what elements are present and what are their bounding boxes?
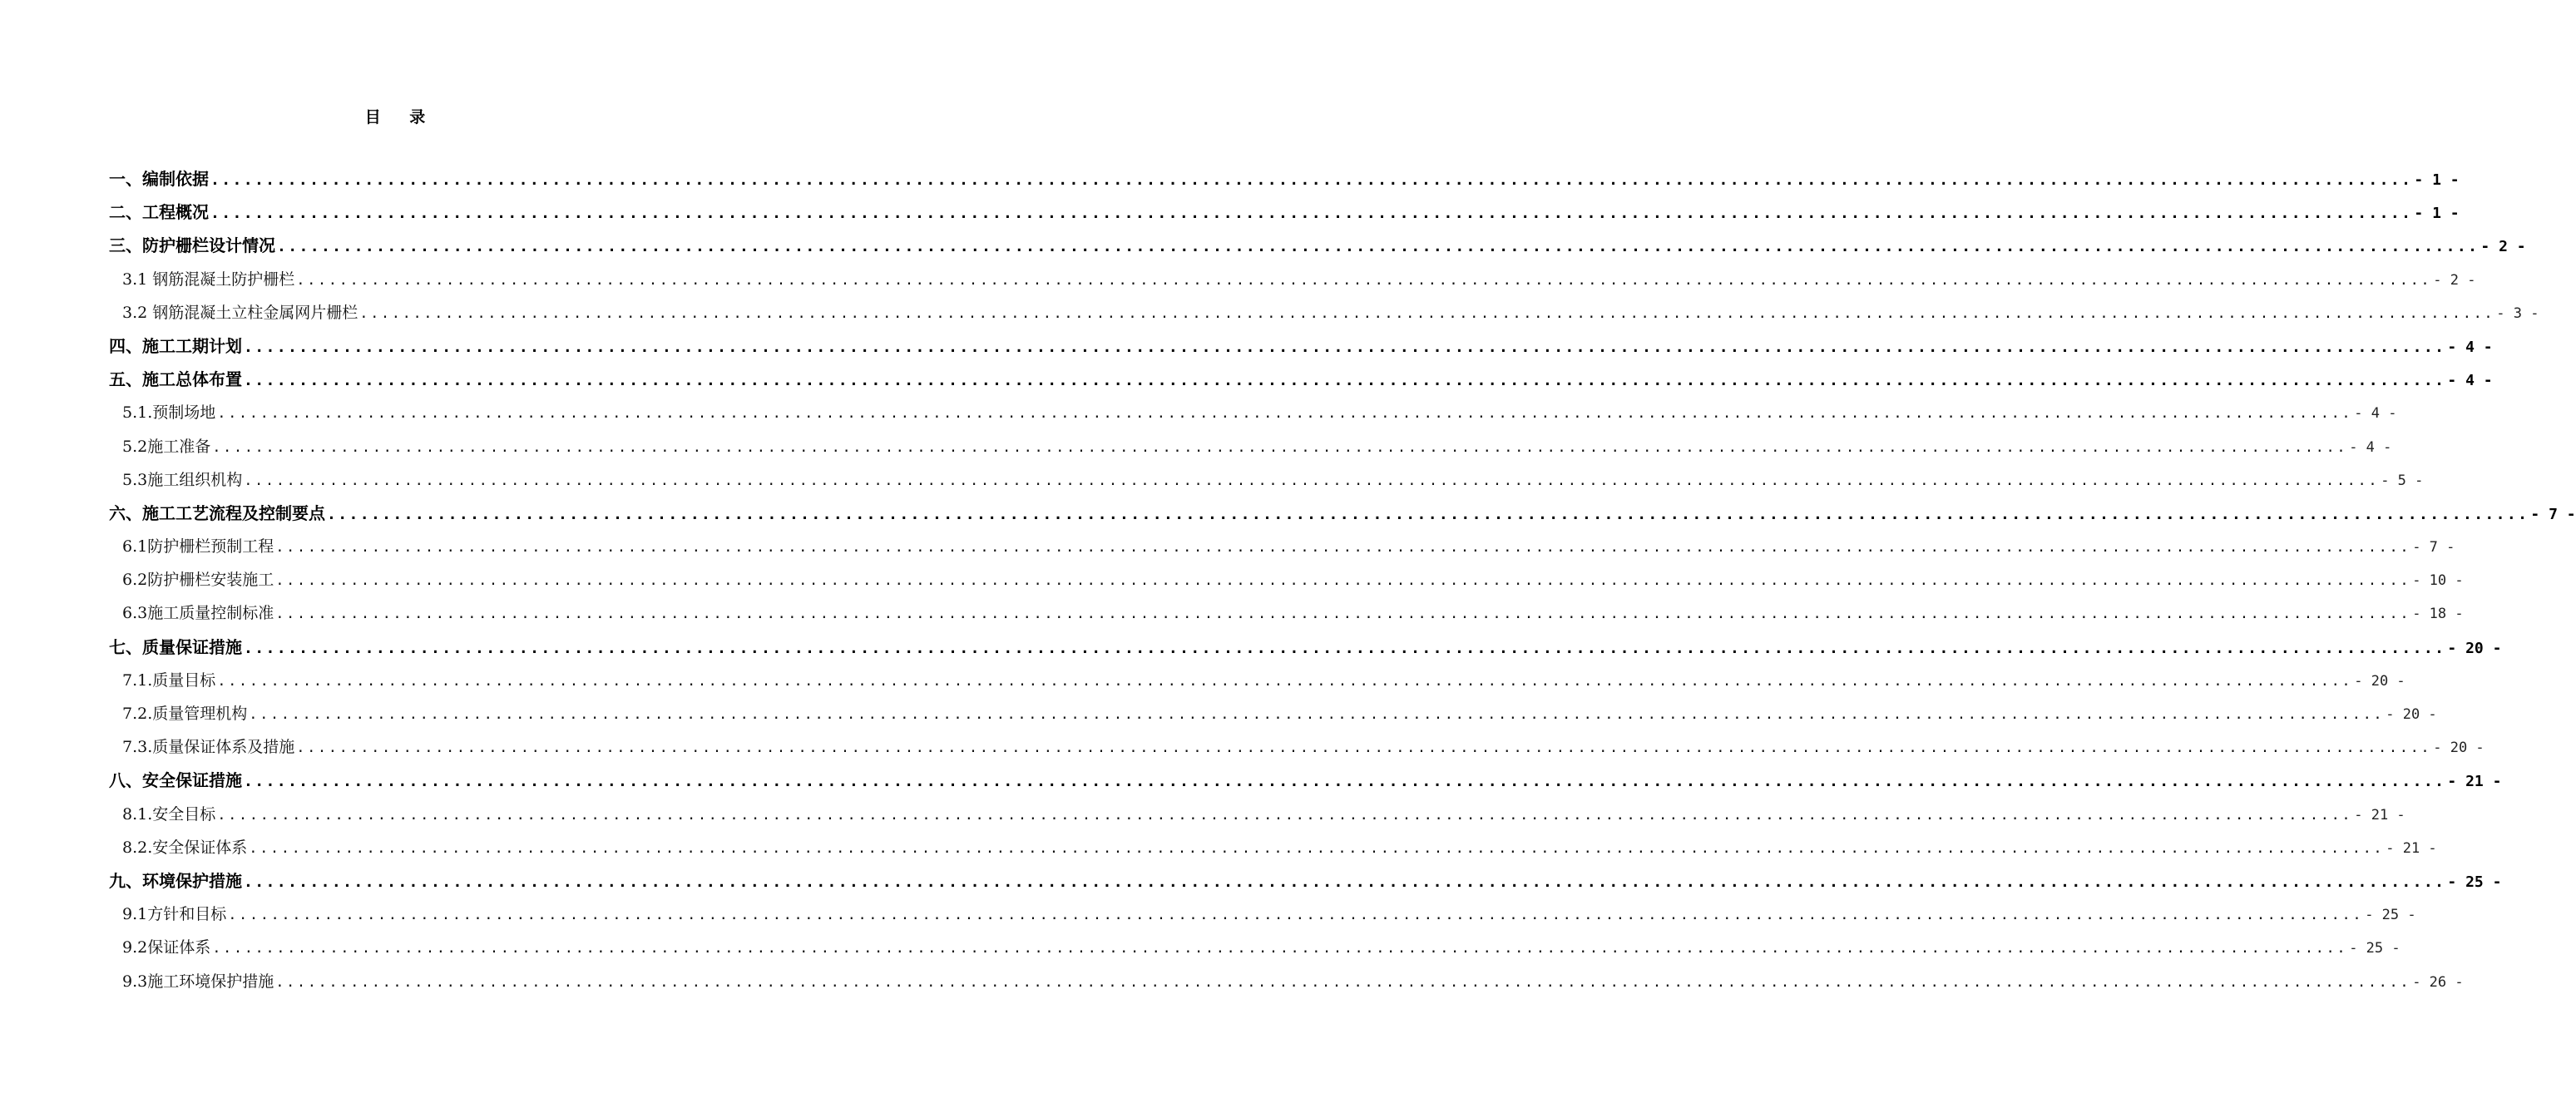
toc-entry-label: 二、工程概况 [109, 202, 209, 223]
toc-leader-dots: ........................................................................................................................................................................................................ [244, 873, 2446, 891]
toc-entry-label: 6.3施工质量控制标准 [122, 604, 274, 623]
toc-page-number: - 20 - [2447, 639, 2502, 657]
toc-page-number: - 4 - [2349, 438, 2392, 456]
toc-leader-dots: ........................................................................................................................................................................................................ [275, 572, 2411, 590]
toc-page-number: - 1 - [2414, 205, 2460, 223]
toc-section-entry[interactable] [109, 764, 2502, 797]
toc-subsection-entry[interactable] [109, 965, 2464, 998]
toc-entry-label: 7.2.质量管理机构 [122, 705, 248, 723]
toc-page-number: - 21 - [2354, 806, 2405, 824]
toc-entry-label: 8.1.安全目标 [122, 804, 216, 824]
toc-page-number: - 4 - [2354, 405, 2397, 423]
toc-page-number: - 26 - [2412, 973, 2464, 991]
toc-section-entry[interactable] [109, 631, 2502, 664]
toc-subsection-entry[interactable] [109, 697, 2437, 730]
toc-page-number: - 4 - [2447, 338, 2493, 356]
toc-subsection-entry[interactable] [109, 596, 2464, 630]
toc-subsection-entry[interactable] [109, 563, 2464, 596]
toc-page-number: - 25 - [2365, 907, 2416, 924]
toc-entry-label: 7.3.质量保证体系及措施 [122, 738, 295, 757]
toc-entry-label: 3.2 钢筋混凝土立柱金属网片栅栏 [122, 303, 358, 322]
toc-leader-dots: ........................................................................................................................................................................................................ [296, 271, 2432, 289]
toc-entry-label: 五、施工总体布置 [109, 369, 242, 390]
toc-entry-label: 6.2防护栅栏安装施工 [122, 571, 274, 590]
toc-page-number: - 5 - [2381, 472, 2424, 489]
toc-entry-label: 9.3施工环境保护措施 [122, 972, 274, 991]
toc-leader-dots: ........................................................................................................................................................................................................ [244, 338, 2446, 356]
toc-subsection-entry[interactable] [109, 463, 2424, 497]
toc-subsection-entry[interactable] [109, 296, 2539, 329]
toc-page-number: - 21 - [2386, 839, 2437, 857]
toc-entry-label: 9.1方针和目标 [122, 905, 227, 924]
toc-leader-dots: ........................................................................................................................................................................................................ [249, 706, 2385, 723]
toc-leader-dots: ........................................................................................................................................................................................................ [275, 973, 2411, 991]
toc-page-number: - 3 - [2496, 304, 2539, 322]
toc-subsection-entry[interactable] [109, 898, 2416, 931]
page-title: 目 录 [364, 108, 438, 126]
toc-page-number: - 25 - [2349, 940, 2400, 957]
toc-leader-dots: ........................................................................................................................................................................................................ [217, 806, 2353, 824]
toc-page-number: - 7 - [2530, 505, 2576, 523]
toc-entry-label: 八、安全保证措施 [109, 770, 242, 791]
toc-entry-label: 5.1.预制场地 [122, 403, 216, 423]
table-of-contents [109, 162, 2576, 998]
toc-leader-dots: ........................................................................................................................................................................................................ [296, 740, 2432, 757]
toc-entry-label: 5.2施工准备 [122, 437, 211, 456]
toc-entry-label: 9.2保证体系 [122, 938, 211, 957]
toc-section-entry[interactable] [109, 363, 2493, 396]
toc-entry-label: 8.2.安全保证体系 [122, 838, 248, 857]
toc-leader-dots: ........................................................................................................................................................................................................ [277, 238, 2480, 256]
toc-leader-dots: ........................................................................................................................................................................................................ [244, 639, 2446, 657]
toc-subsection-entry[interactable] [109, 931, 2400, 964]
toc-section-entry[interactable] [109, 329, 2493, 363]
toc-page-number: - 20 - [2386, 706, 2437, 723]
toc-entry-label: 七、质量保证措施 [109, 636, 242, 657]
toc-entry-label: 7.1.质量目标 [122, 670, 216, 690]
toc-subsection-entry[interactable] [109, 831, 2437, 864]
toc-section-entry[interactable] [109, 229, 2526, 262]
toc-leader-dots: ........................................................................................................................................................................................................ [228, 907, 2364, 924]
toc-entry-label: 九、环境保护措施 [109, 870, 242, 891]
toc-entry-label: 三、防护栅栏设计情况 [109, 235, 275, 256]
toc-section-entry[interactable] [109, 162, 2460, 195]
toc-subsection-entry[interactable] [109, 664, 2405, 697]
toc-page-number: - 2 - [2480, 238, 2526, 256]
toc-page-number: - 1 - [2414, 171, 2460, 189]
toc-entry-label: 6.1防护栅栏预制工程 [122, 537, 274, 557]
toc-section-entry[interactable] [109, 864, 2502, 898]
toc-leader-dots: ........................................................................................................................................................................................................ [217, 672, 2353, 690]
toc-page-number: - 20 - [2433, 740, 2485, 757]
toc-subsection-entry[interactable] [109, 396, 2397, 429]
toc-leader-dots: ........................................................................................................................................................................................................ [275, 606, 2411, 623]
toc-leader-dots: ........................................................................................................................................................................................................ [275, 539, 2411, 557]
toc-subsection-entry[interactable] [109, 798, 2405, 831]
toc-page-number: - 7 - [2412, 539, 2455, 557]
toc-page-number: - 25 - [2447, 873, 2502, 891]
toc-page-number: - 10 - [2412, 572, 2464, 590]
toc-leader-dots: ........................................................................................................................................................................................................ [244, 773, 2446, 791]
toc-leader-dots: ........................................................................................................................................................................................................ [244, 372, 2446, 390]
toc-leader-dots: ........................................................................................................................................................................................................ [359, 304, 2495, 322]
toc-section-entry[interactable] [109, 195, 2460, 229]
toc-entry-label: 3.1 钢筋混凝土防护栅栏 [122, 270, 295, 289]
toc-subsection-entry[interactable] [109, 730, 2485, 764]
toc-leader-dots: ........................................................................................................................................................................................................ [212, 438, 2348, 456]
toc-leader-dots: ........................................................................................................................................................................................................ [210, 171, 2413, 189]
toc-page-number: - 21 - [2447, 773, 2502, 791]
toc-leader-dots: ........................................................................................................................................................................................................ [327, 505, 2529, 523]
toc-leader-dots: ........................................................................................................................................................................................................ [210, 205, 2413, 223]
toc-section-entry[interactable] [109, 497, 2576, 530]
toc-entry-label: 5.3施工组织机构 [122, 470, 243, 489]
toc-leader-dots: ........................................................................................................................................................................................................ [244, 472, 2380, 489]
toc-entry-label: 一、编制依据 [109, 169, 209, 189]
toc-subsection-entry[interactable] [109, 263, 2476, 296]
toc-subsection-entry[interactable] [109, 430, 2392, 463]
toc-subsection-entry[interactable] [109, 530, 2455, 563]
toc-leader-dots: ........................................................................................................................................................................................................ [212, 940, 2348, 957]
toc-leader-dots: ........................................................................................................................................................................................................ [249, 839, 2385, 857]
toc-entry-label: 四、施工工期计划 [109, 335, 242, 356]
toc-entry-label: 六、施工工艺流程及控制要点 [109, 502, 325, 523]
toc-page-number: - 2 - [2433, 271, 2476, 289]
toc-page-number: - 4 - [2447, 372, 2493, 390]
toc-page-number: - 18 - [2412, 606, 2464, 623]
toc-page-number: - 20 - [2354, 672, 2405, 690]
toc-leader-dots: ........................................................................................................................................................................................................ [217, 405, 2353, 423]
